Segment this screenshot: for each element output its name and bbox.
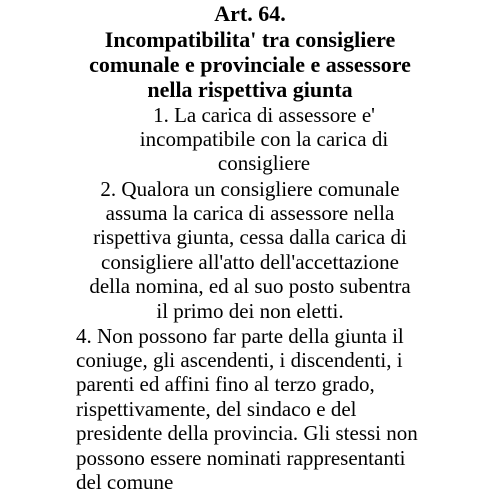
article-title-line-3: nella rispettiva giunta xyxy=(147,77,353,102)
paragraph-4-line-1: 4. Non possono far parte della giunta il xyxy=(76,324,404,348)
paragraph-4-line-6: possono essere nominati rappresentanti xyxy=(76,446,406,470)
paragraph-2-line-4: consigliere all'atto dell'accettazione xyxy=(101,250,399,274)
paragraph-1-line-2: incompatibile con la carica di xyxy=(139,127,389,151)
paragraph-2-line-6: il primo dei non eletti. xyxy=(156,299,344,323)
paragraph-1-line-3: consigliere xyxy=(217,151,311,175)
paragraph-2-line-2: assuma la carica di assessore nella xyxy=(105,201,395,225)
paragraph-4-line-5: presidente della provincia. Gli stessi non xyxy=(76,421,418,445)
paragraph-4-line-4: rispettivamente, del sindaco e del xyxy=(76,397,357,421)
paragraph-4-line-3: parenti ed affini fino al terzo grado, xyxy=(76,372,375,396)
paragraph-4-line-7: del comune xyxy=(76,470,174,494)
article-title-line-1: Incompatibilita' tra consigliere xyxy=(104,27,396,52)
paragraph-2-line-1: 2. Qualora un consigliere comunale xyxy=(100,177,400,201)
paragraph-2-line-5: della nomina, ed al suo posto subentra xyxy=(89,274,411,298)
paragraph-2-line-3: rispettiva giunta, cessa dalla carica di xyxy=(93,225,407,249)
paragraph-1-line-1: 1. La carica di assessore e' xyxy=(153,103,375,127)
article-title-line-2: comunale e provinciale e assessore xyxy=(89,52,411,77)
paragraph-4-line-2: coniuge, gli ascendenti, i discendenti, i xyxy=(76,348,403,372)
article-number: Art. 64. xyxy=(214,1,286,26)
